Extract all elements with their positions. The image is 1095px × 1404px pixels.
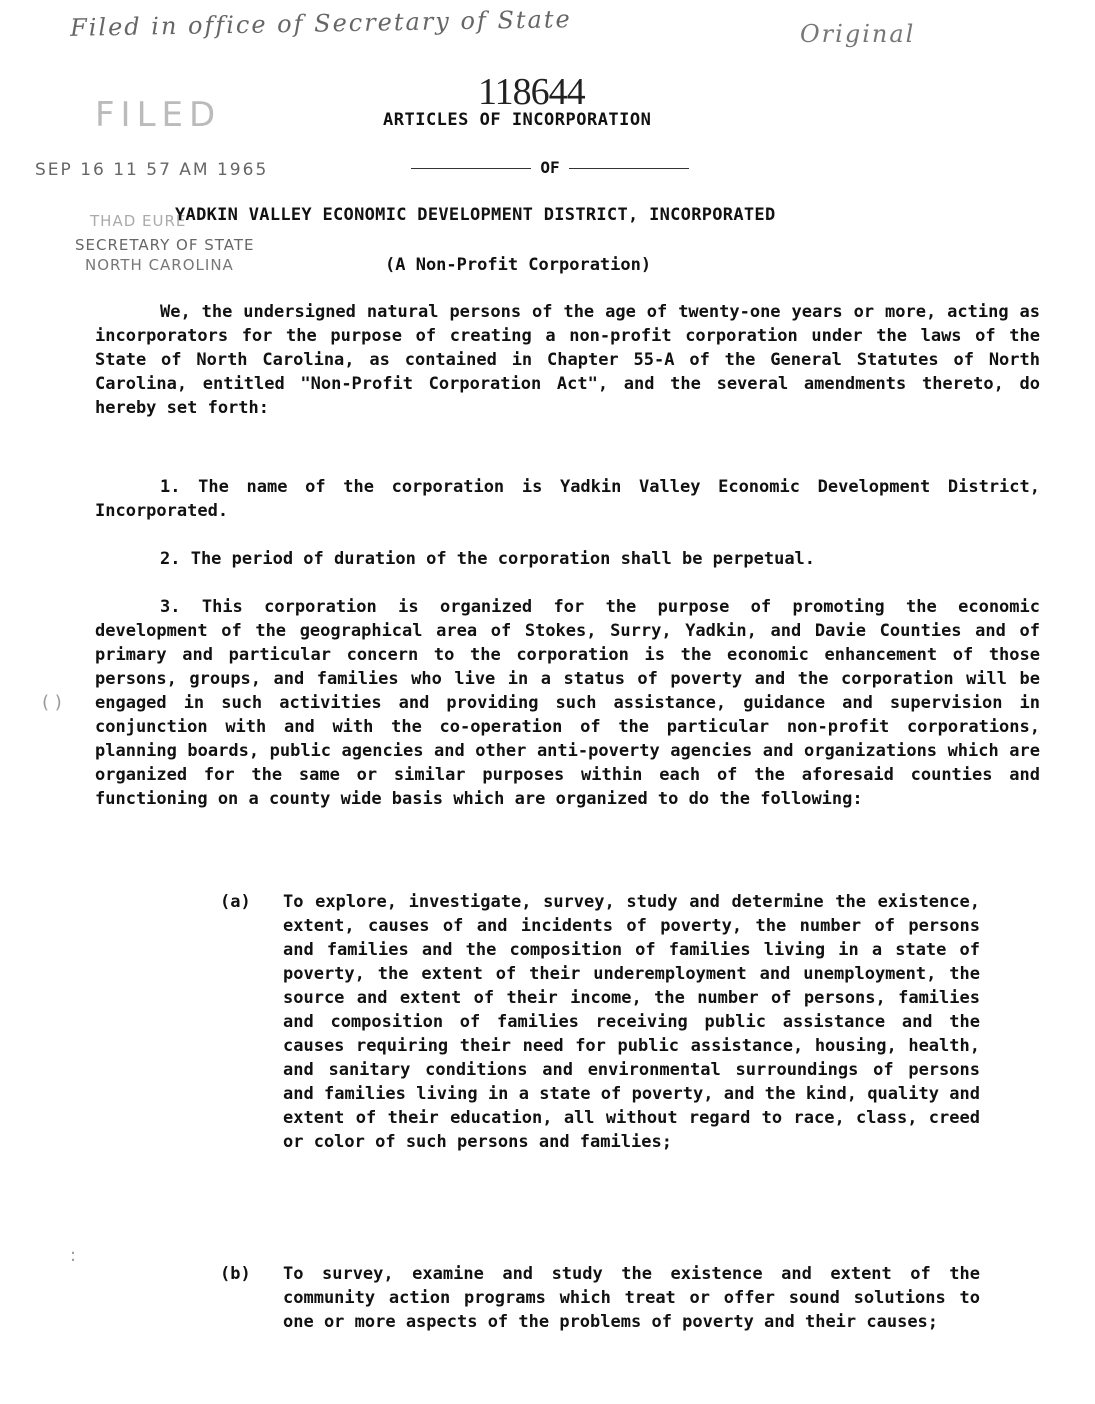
- subclause-b-text: To survey, examine and study the existence and extent of the community action programs which treat or offer sound solutions to one or more aspects of the problems of poverty and their causes;: [283, 1264, 980, 1332]
- of-separator: [400, 158, 700, 177]
- subclause-a-letter: (a): [220, 892, 251, 912]
- subclause-b-letter: (b): [220, 1264, 251, 1284]
- subclause-b: [220, 1262, 980, 1334]
- stamp-name: THAD EURE: [90, 212, 187, 230]
- document-subtitle: (A Non-Profit Corporation): [385, 255, 652, 275]
- margin-mark: :: [70, 1245, 77, 1266]
- handwritten-note: Filed in office of Secretary of State: [69, 5, 572, 42]
- stamp-date: SEP 16 11 57 AM 1965: [35, 160, 269, 180]
- intro-paragraph: [95, 300, 1040, 420]
- stamp-state: NORTH CAROLINA: [85, 256, 234, 274]
- article-1-text: 1. The name of the corporation is Yadkin Valley Economic Development District, Incorporated.: [95, 477, 1040, 521]
- subclause-a-text: To explore, investigate, survey, study and determine the existence, extent, causes of and incidents of poverty, the number of persons and families and the composition of families living in a state of poverty, the extent of their underemployment and unemployment, the source and extent of their income, the number of persons, families and composition of families receiving public assistance and the causes requiring their need for public assistance, housing, health, and sanitary conditions and environmental surroundings of persons and families living in a state of poverty, and the kind, quality and extent of their education, all without regard to race, class, creed or color of such persons and families;: [283, 892, 980, 1152]
- margin-mark: ( ): [42, 692, 62, 713]
- of-label: OF: [540, 158, 560, 177]
- subclause-a: [220, 890, 980, 1154]
- handwritten-note-right: Original: [800, 20, 916, 48]
- rule-right: [569, 168, 689, 169]
- article-3-text: 3. This corporation is organized for the purpose of promoting the economic development of the geographical area of Stokes, Surry, Yadkin, and Davie Counties and of primary and particular concern to the corporation is the economic enhancement of those persons, groups, and families who live in a status of poverty and the corporation will be engaged in such activities and providing such assistance, guidance and supervision in conjunction with and with the co-operation of the particular non-profit corporations, planning boards, public agencies and other anti-poverty agencies and organizations which are organized for the same or similar purposes within each of the aforesaid counties and functioning on a county wide basis which are organized to do the following:: [95, 597, 1040, 809]
- document-title: ARTICLES OF INCORPORATION: [383, 110, 652, 130]
- intro-text: We, the undersigned natural persons of the age of twenty-one years or more, acting as incorporators for the purpose of creating a non-profit corporation under the laws of the State of North Carolina, as contained in Chapter 55-A of the General Statutes of North Carolina, entitled "Non-Profit Corporation Act", and the several amendments thereto, do hereby set forth:: [95, 302, 1040, 418]
- article-3: [95, 595, 1040, 811]
- stamp-office: SECRETARY OF STATE: [75, 236, 255, 254]
- article-2: [95, 547, 1040, 571]
- article-2-text: 2. The period of duration of the corporation shall be perpetual.: [160, 549, 816, 569]
- filed-stamp: FILED: [95, 95, 222, 135]
- company-name: YADKIN VALLEY ECONOMIC DEVELOPMENT DISTRICT, INCORPORATED: [175, 205, 776, 225]
- document-number: 118644: [478, 71, 585, 113]
- article-1: [95, 475, 1040, 523]
- rule-left: [411, 168, 531, 169]
